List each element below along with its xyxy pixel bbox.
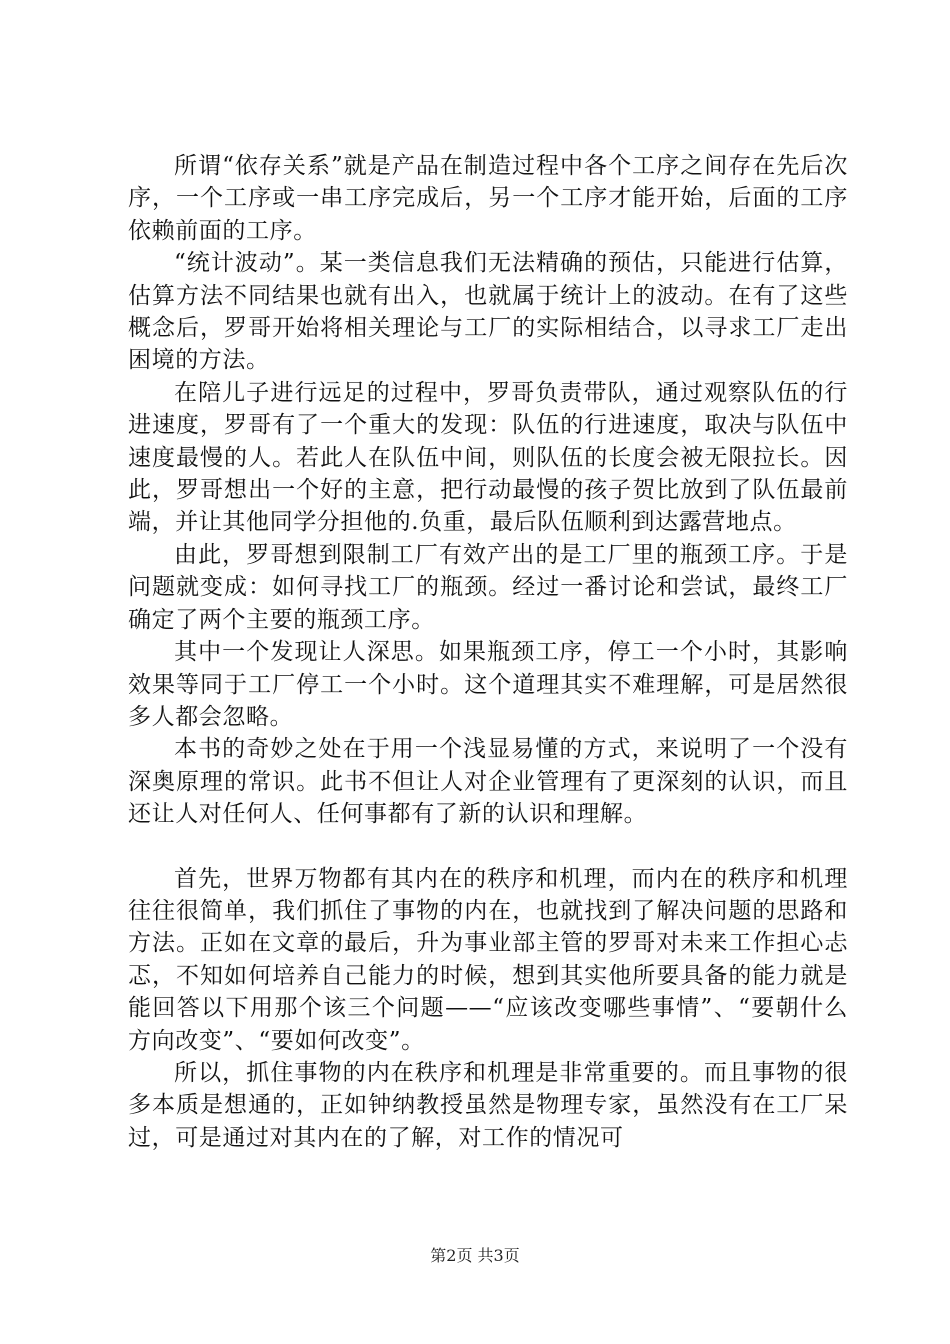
paragraph: 在陪儿子进行远足的过程中，罗哥负责带队，通过观察队伍的行进速度，罗哥有了一个重大的发现：队伍的行进速度，取决与队伍中速度最慢的人。若此人在队伍中间，则队伍的长度会被无限拉长。因此，罗哥想出一个好的主意，把行动最慢的孩子贺比放到了队伍最前端，并让其他同学分担他的.负重，最后队伍顺利到达露营地点。 bbox=[128, 379, 848, 536]
paragraph: 其中一个发现让人深思。如果瓶颈工序，停工一个小时，其影响效果等同于工厂停工一个小时。这个道理其实不难理解，可是居然很多人都会忽略。 bbox=[128, 639, 848, 730]
paragraph: 本书的奇妙之处在于用一个浅显易懂的方式，来说明了一个没有深奥原理的常识。此书不但让人对企业管理有了更深刻的认识，而且还让人对任何人、任何事都有了新的认识和理解。 bbox=[128, 736, 848, 828]
paragraph-gap bbox=[128, 831, 848, 863]
page-footer: 第2页 共3页 bbox=[430, 1246, 520, 1265]
paragraph: 由此，罗哥想到限制工厂有效产出的是工厂里的瓶颈工序。于是问题就变成：如何寻找工厂的瓶颈。经过一番讨论和尝试，最终工厂确定了两个主要的瓶颈工序。 bbox=[128, 541, 848, 633]
paragraph: 所以，抓住事物的内在秩序和机理是非常重要的。而且事物的很多本质是想通的，正如钟纳教授虽然是物理专家，虽然没有在工厂呆过，可是通过对其内在的了解，对工作的情况可 bbox=[128, 1059, 848, 1151]
paragraph: 首先，世界万物都有其内在的秩序和机理，而内在的秩序和机理往往很简单，我们抓住了事物的内在，也就找到了解决问题的思路和方法。正如在文章的最后，升为事业部主管的罗哥对未来工作担心忐忑，不知如何培养自己能力的时候，想到其实他所要具备的能力就是能回答以下用那个该三个问题——“应该改变哪些事情”、“要朝什么方向改变”、“要如何改变”。 bbox=[128, 865, 848, 1054]
paragraph: “统计波动”。某一类信息我们无法精确的预估，只能进行估算，估算方法不同结果也就有出入，也就属于统计上的波动。在有了这些概念后，罗哥开始将相关理论与工厂的实际相结合，以寻求工厂走出困境的方法。 bbox=[128, 250, 848, 374]
body-text bbox=[128, 150, 848, 1154]
paragraph: 所谓“依存关系”就是产品在制造过程中各个工序之间存在先后次序，一个工序或一串工序完成后，另一个工序才能开始，后面的工序依赖前面的工序。 bbox=[128, 153, 848, 244]
